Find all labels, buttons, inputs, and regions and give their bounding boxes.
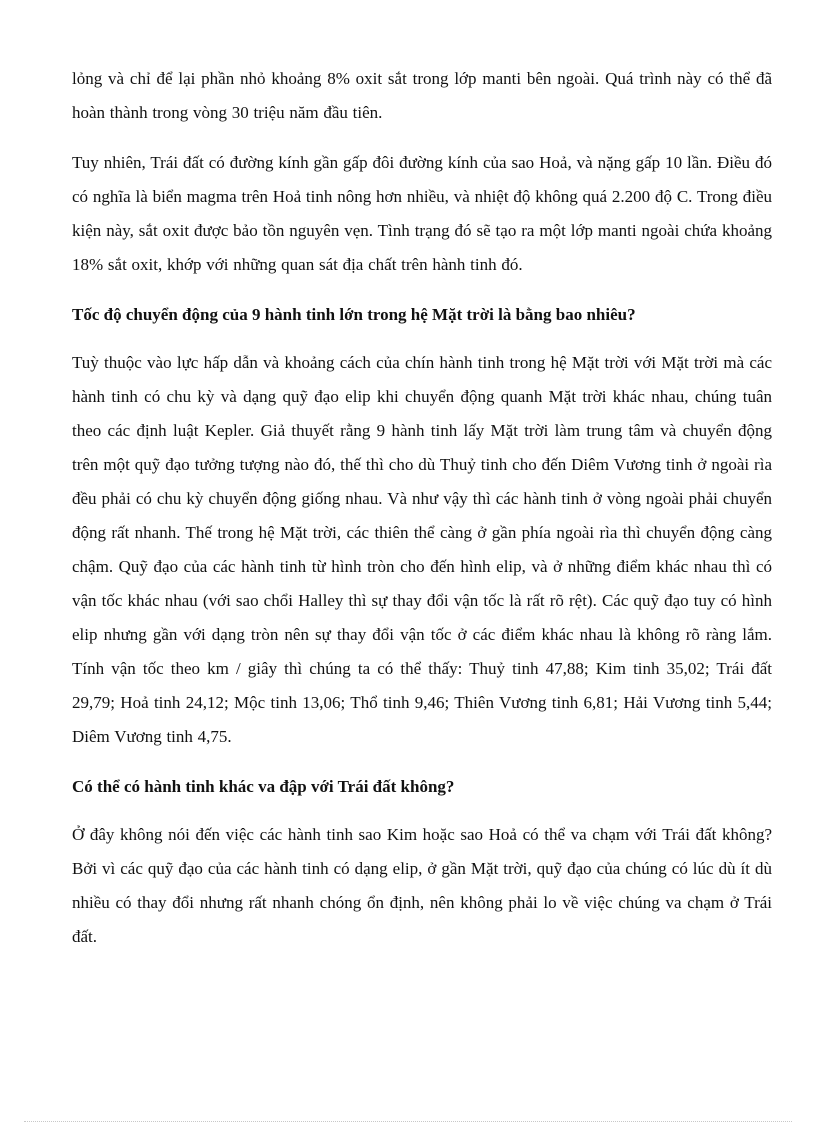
body-paragraph: Tuy nhiên, Trái đất có đường kính gần gấp đôi đường kính của sao Hoả, và nặng gấp 10 lần. Điều đó có nghĩa là biển magma trên Hoả tinh nông hơn nhiều, và nhiệt độ không quá 2.200 độ C. Trong điều kiện này, sắt oxit được bảo tồn nguyên vẹn. Tình trạng đó sẽ tạo ra một lớp manti ngoài chứa khoảng 18% sắt oxit, khớp với những quan sát địa chất trên hành tinh đó. [72, 153, 772, 274]
document-page [72, 62, 772, 954]
section-heading: Tốc độ chuyển động của 9 hành tinh lớn trong hệ Mặt trời là bằng bao nhiêu? [72, 305, 636, 324]
section-heading: Có thể có hành tinh khác va đập với Trái đất không? [72, 777, 455, 796]
body-paragraph: lỏng và chỉ để lại phần nhỏ khoảng 8% oxit sắt trong lớp manti bên ngoài. Quá trình này có thể đã hoàn thành trong vòng 30 triệu năm đầu tiên. [72, 69, 772, 122]
page-bottom-divider [24, 1121, 792, 1122]
body-paragraph: Tuỳ thuộc vào lực hấp dẫn và khoảng cách của chín hành tinh trong hệ Mặt trời với Mặt trời mà các hành tinh có chu kỳ và dạng quỹ đạo elip khi chuyển động quanh Mặt trời khác nhau, chúng tuân theo các định luật Kepler. Giả thuyết rằng 9 hành tinh lấy Mặt trời làm trung tâm và chuyển động trên một quỹ đạo tưởng tượng nào đó, thế thì cho dù Thuỷ tinh cho đến Diêm Vương tinh ở ngoài rìa đều phải có chu kỳ chuyển động giống nhau. Và như vậy thì các hành tinh ở vòng ngoài phải chuyển động rất nhanh. Thế trong hệ Mặt trời, các thiên thể càng ở gần phía ngoài rìa thì chuyển động càng chậm. Quỹ đạo của các hành tinh từ hình tròn cho đến hình elip, và ở những điểm khác nhau thì có vận tốc khác nhau (với sao chổi Halley thì sự thay đổi vận tốc là rất rõ rệt). Các quỹ đạo tuy có hình elip nhưng gần với dạng tròn nên sự thay đổi vận tốc ở các điểm khác nhau là không rõ ràng lắm. Tính vận tốc theo km / giây thì chúng ta có thể thấy: Thuỷ tinh 47,88; Kim tinh 35,02; Trái đất 29,79; Hoả tinh 24,12; Mộc tinh 13,06; Thổ tinh 9,46; Thiên Vương tinh 6,81; Hải Vương tinh 5,44; Diêm Vương tinh 4,75. [72, 353, 772, 746]
body-paragraph: Ở đây không nói đến việc các hành tinh sao Kim hoặc sao Hoả có thể va chạm với Trái đất không? Bởi vì các quỹ đạo của các hành tinh có dạng elip, ở gần Mặt trời, quỹ đạo của chúng có lúc dù ít dù nhiều có thay đổi nhưng rất nhanh chóng ổn định, nên không phải lo về việc chúng va chạm ở Trái đất. [72, 825, 772, 946]
